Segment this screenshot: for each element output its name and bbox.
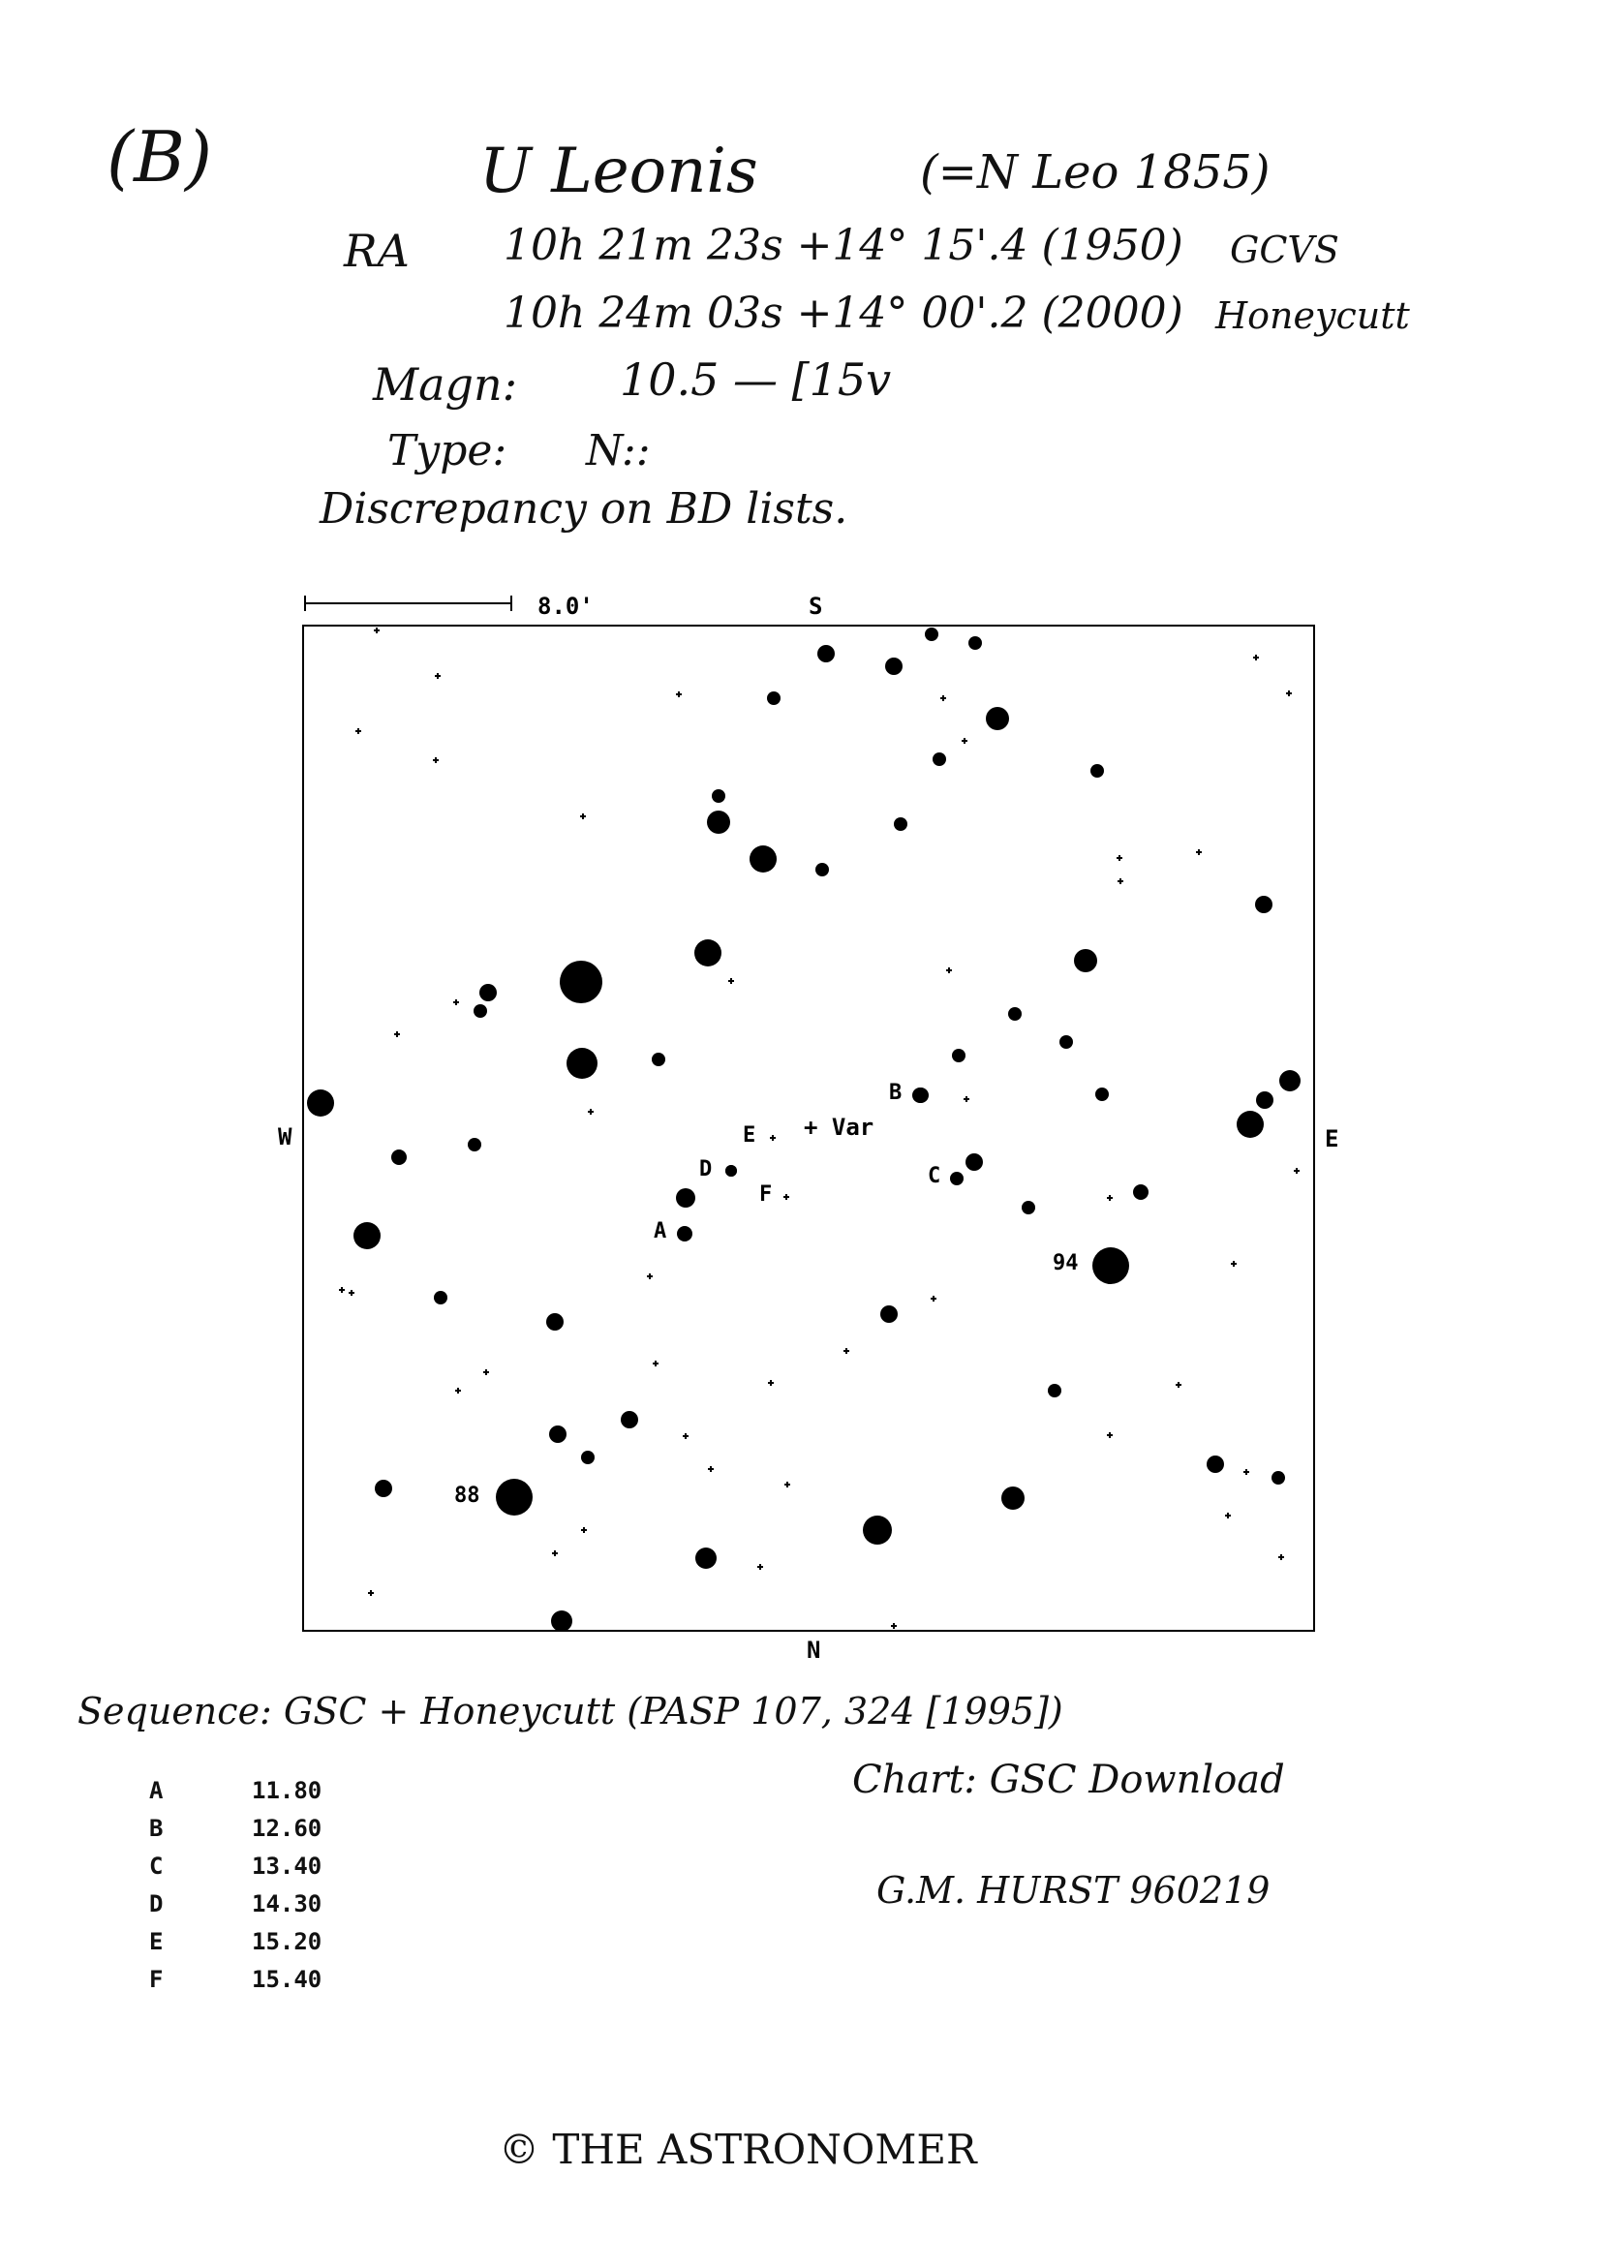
star (621, 1411, 638, 1428)
comp-label-b: B (889, 1081, 903, 1105)
comp-label-a: A (654, 1219, 667, 1243)
star (549, 1425, 567, 1443)
star-faint (962, 738, 967, 744)
discrepancy-note: Discrepancy on BD lists. (320, 484, 848, 534)
star-faint (1107, 1432, 1113, 1438)
star-faint (1231, 1261, 1237, 1267)
star-faint (1243, 1469, 1249, 1475)
star-faint (339, 1287, 345, 1293)
star (986, 707, 1009, 730)
coord-1950: 10h 21m 23s +14° 15'.4 (1950) (504, 221, 1183, 270)
comp-star-e (770, 1135, 776, 1141)
panel-label: (B) (107, 116, 213, 198)
star-faint (1286, 690, 1292, 696)
sequence-letter: A (149, 1777, 164, 1804)
star (817, 645, 835, 662)
star (1095, 1088, 1109, 1101)
star (1074, 949, 1097, 972)
star (1048, 1384, 1061, 1397)
star (1133, 1184, 1149, 1200)
sequence-letter: E (149, 1928, 164, 1955)
comp-label-f: F (759, 1182, 773, 1207)
coord-1950-source: GCVS (1230, 229, 1339, 271)
star-faint (757, 1564, 763, 1570)
star-faint (1225, 1513, 1231, 1518)
comp-label-94: 94 (1053, 1251, 1079, 1275)
star-faint (1294, 1168, 1300, 1174)
star-faint (1253, 655, 1259, 660)
star-faint (708, 1466, 714, 1472)
star-faint (1118, 878, 1123, 884)
sequence-magnitude: 15.40 (252, 1966, 322, 1993)
star (307, 1089, 334, 1117)
star-faint (1176, 1382, 1181, 1388)
coord-2000-source: Honeycutt (1215, 294, 1410, 337)
comp-label-88: 88 (454, 1484, 480, 1508)
star (1001, 1486, 1025, 1510)
star (695, 1548, 717, 1569)
star-faint (728, 978, 734, 984)
direction-south: S (809, 593, 823, 620)
star (1207, 1456, 1224, 1473)
star-faint (1196, 849, 1202, 855)
sequence-title: Sequence: GSC + Honeycutt (PASP 107, 324 [1995]) (77, 1690, 1063, 1732)
star-faint (455, 1388, 461, 1394)
sequence-magnitude: 14.30 (252, 1890, 322, 1917)
comp-star-f (783, 1194, 789, 1200)
star-faint (653, 1361, 659, 1366)
star-faint (1107, 1195, 1113, 1201)
star-faint (946, 967, 952, 973)
chart-source: Chart: GSC Download (852, 1758, 1285, 1802)
star (1279, 1070, 1301, 1091)
magnitude-value: 10.5 — [15v (620, 353, 892, 406)
coord-2000: 10h 24m 03s +14° 00'.2 (2000) (504, 289, 1183, 338)
comp-label-e: E (743, 1123, 756, 1148)
sequence-letter: F (149, 1966, 164, 1993)
star (1090, 764, 1104, 778)
star (375, 1480, 392, 1497)
star-faint (1117, 855, 1122, 861)
star-faint (964, 1096, 969, 1102)
magnitude-label: Magn: (373, 358, 518, 411)
star-faint (683, 1433, 689, 1439)
sequence-magnitude: 15.20 (252, 1928, 322, 1955)
star-faint (581, 1527, 587, 1533)
direction-west: W (278, 1123, 292, 1150)
star (1237, 1111, 1264, 1138)
star-faint (394, 1031, 400, 1037)
direction-east: E (1325, 1125, 1339, 1152)
type-value: N:: (586, 426, 651, 475)
star (353, 1222, 381, 1249)
star (652, 1053, 665, 1066)
star-faint (940, 695, 946, 701)
star (1022, 1201, 1035, 1214)
sequence-letter: C (149, 1853, 164, 1880)
star (567, 1048, 598, 1079)
star (1059, 1035, 1073, 1049)
star (863, 1516, 892, 1545)
star (965, 1153, 983, 1171)
star-faint (349, 1290, 354, 1296)
sequence-magnitude: 12.60 (252, 1815, 322, 1842)
star-faint (483, 1369, 489, 1375)
star-name-title: U Leonis (479, 136, 758, 207)
star (815, 863, 829, 876)
sequence-magnitude: 11.80 (252, 1777, 322, 1804)
direction-north: N (807, 1637, 821, 1664)
comp-star-d (725, 1165, 737, 1177)
star (496, 1479, 533, 1516)
star-alt-name: (=N Leo 1855) (920, 145, 1271, 199)
star-faint (374, 628, 380, 633)
star (750, 845, 777, 873)
type-label: Type: (387, 426, 507, 475)
star (551, 1610, 572, 1632)
star (707, 811, 730, 834)
star-faint (784, 1482, 790, 1487)
star (894, 817, 907, 831)
sequence-letter: B (149, 1815, 164, 1842)
star (885, 658, 903, 675)
star-faint (1278, 1554, 1284, 1560)
star-faint (453, 999, 459, 1005)
star (880, 1305, 898, 1323)
star (925, 628, 938, 641)
star (676, 1188, 695, 1208)
ra-prefix: RA (344, 225, 410, 277)
star (767, 691, 781, 705)
star (434, 1291, 447, 1304)
star (474, 1004, 487, 1018)
comp-star-b (912, 1088, 928, 1103)
sequence-letter: D (149, 1890, 164, 1917)
comp-star-a (677, 1226, 692, 1241)
star-faint (931, 1296, 936, 1302)
star-faint (891, 1623, 897, 1629)
star (391, 1149, 407, 1165)
star (479, 984, 497, 1001)
star-faint (433, 757, 439, 763)
comp-label-c: C (928, 1164, 941, 1188)
star (560, 961, 602, 1003)
star (933, 752, 946, 766)
star-faint (843, 1348, 849, 1354)
variable-star-label: + Var (804, 1114, 874, 1141)
star-faint (647, 1273, 653, 1279)
copyright-notice: © THE ASTRONOMER (499, 2126, 977, 2173)
star-faint (676, 691, 682, 697)
star (1256, 1091, 1273, 1109)
star (1272, 1471, 1285, 1485)
star (968, 636, 982, 650)
comp-label-d: D (699, 1157, 713, 1181)
star-faint (588, 1109, 594, 1115)
star (468, 1138, 481, 1151)
scale-bar (305, 596, 511, 611)
star-faint (435, 673, 441, 679)
star (694, 939, 721, 966)
star-faint (368, 1590, 374, 1596)
comp-star-c (950, 1172, 964, 1185)
star-faint (768, 1380, 774, 1386)
star (712, 789, 725, 803)
star (581, 1451, 595, 1464)
star (952, 1049, 965, 1062)
star-faint (355, 728, 361, 734)
star-faint (552, 1550, 558, 1556)
star (1008, 1007, 1022, 1021)
star-faint (580, 813, 586, 819)
scale-bar-label: 8.0' (537, 593, 594, 620)
star (1255, 896, 1272, 913)
star (1092, 1247, 1129, 1284)
sequence-magnitude: 13.40 (252, 1853, 322, 1880)
star (546, 1313, 564, 1331)
author-credit: G.M. HURST 960219 (876, 1869, 1271, 1912)
